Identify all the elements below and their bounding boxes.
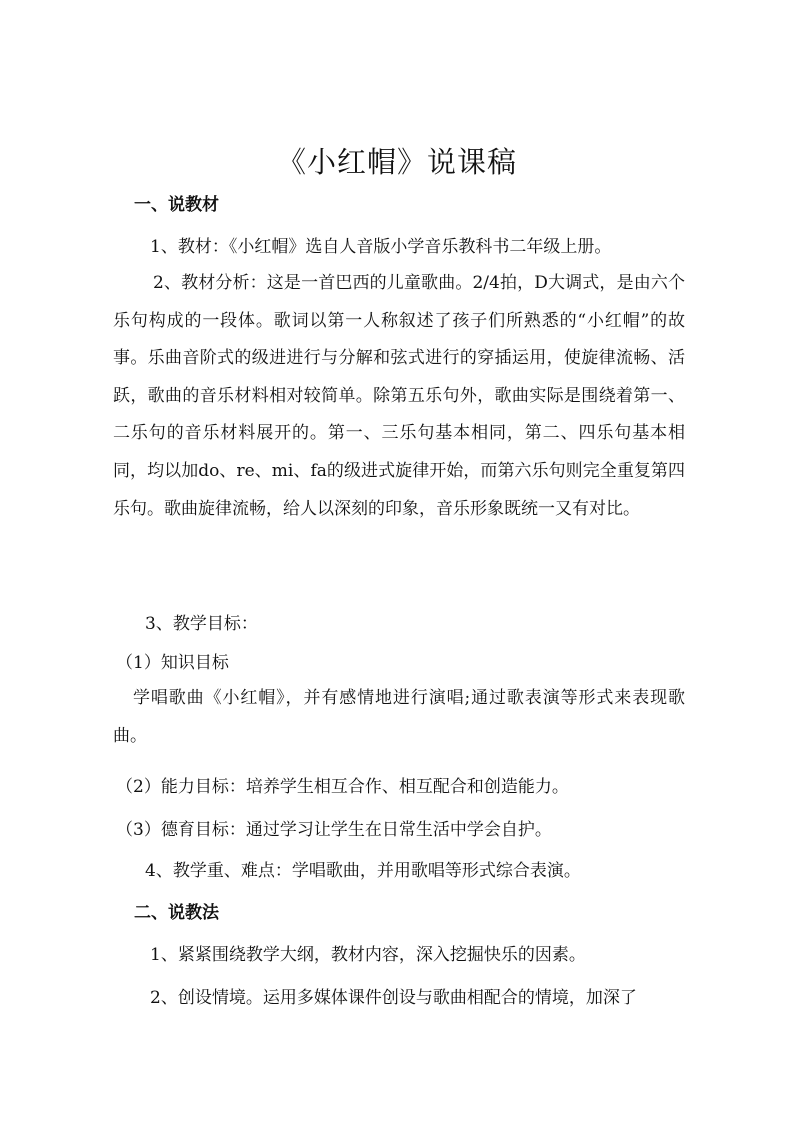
document-title: 《小红帽》说课稿 bbox=[276, 145, 517, 179]
paragraph-textbook: 1、教材：《小红帽》选自人音版小学音乐教科书二年级上册。 bbox=[150, 237, 612, 257]
paragraph-analysis: 2、教材分析：这是一首巴西的儿童歌曲。2/4拍，D大调式，是由六个乐句构成的一段体。歌词以第一人称叙述了孩子们所熟悉的“小红帽”的故事。乐曲音阶式的级进进行与分解和弦式进行的穿插运用，使旋律流畅、活跃，歌曲的音乐材料相对较简单。除第五乐句外，歌曲实际是围绕着第一、二乐句的音乐材料展开的。第一、三乐句基本相同，第二、四乐句基本相同，均以加do、re、mi、fa的级进式旋律开始，而第六乐句则完全重复第四乐句。歌曲旋律流畅，给人以深刻的印象，音乐形象既统一又有对比。 bbox=[113, 273, 685, 519]
goal-ability: （2）能力目标：培养学生相互合作、相互配合和创造能力。 bbox=[116, 777, 569, 797]
section-heading-materials: 一、说教材 bbox=[134, 195, 219, 215]
paragraph-method-1: 1、紧紧围绕教学大纲，教材内容，深入挖掘快乐的因素。 bbox=[150, 945, 586, 965]
goal-moral: （3）德育目标：通过学习让学生在日常生活中学会自护。 bbox=[116, 820, 552, 840]
goal-knowledge-title: （1）知识目标 bbox=[116, 653, 229, 673]
paragraph-goals-heading: 3、教学目标： bbox=[145, 614, 258, 634]
paragraph-method-2: 2、创设情境。运用多媒体课件创设与歌曲相配合的情境，加深了 bbox=[150, 988, 637, 1008]
paragraph-key-points: 4、教学重、难点：学唱歌曲，并用歌唱等形式综合表演。 bbox=[145, 861, 581, 881]
goal-knowledge-text: 学唱歌曲《小红帽》，并有感情地进行演唱;通过歌表演等形式来表现歌曲。 bbox=[113, 688, 685, 746]
section-heading-methods: 二、说教法 bbox=[134, 903, 219, 923]
